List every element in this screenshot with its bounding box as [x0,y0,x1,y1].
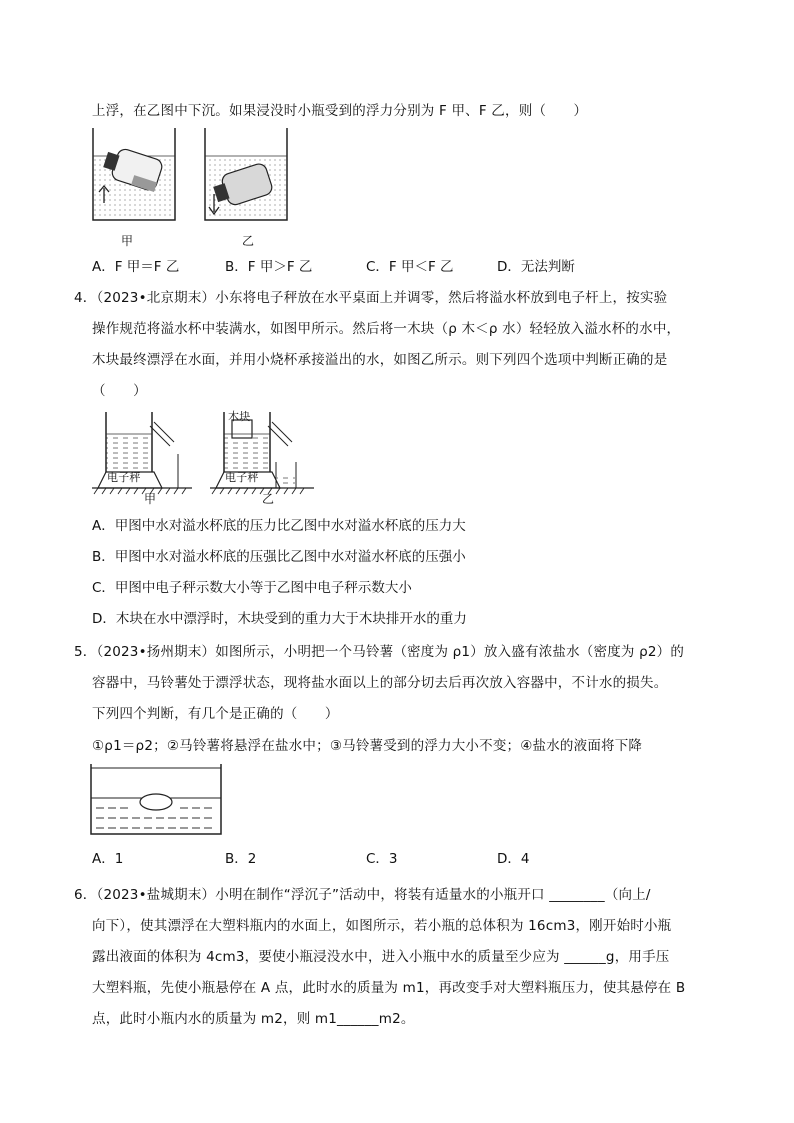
q4-option-d[interactable]: D．木块在水中漂浮时，木块受到的重力大于木块排开水的重力 [92,611,467,627]
q6-line-3: 露出液面的体积为 4cm3，要使小瓶浸没水中，进入小瓶中水的质量至少应为 ______g，用手压 [92,949,670,965]
q4-scale-label-b: 电子秤 [225,471,259,484]
q4-figure [92,406,322,506]
q3-option-a[interactable]: A．F 甲＝F 乙 [92,259,180,275]
q4-scale-label-a: 电子秤 [107,471,141,484]
q5-line-3: 下列四个判断，有几个是正确的（ ） [92,706,339,722]
q4-block-label: 木块 [228,410,251,423]
q6-line-1: 6．（2023•盐城期末）小明在制作“浮沉子”活动中，将装有适量水的小瓶开口 ________（向上/ [74,887,651,903]
q4-option-a[interactable]: A．甲图中水对溢水杯底的压力比乙图中水对溢水杯底的压力大 [92,518,466,534]
q5-line-2: 容器中，马铃薯处于漂浮状态，现将盐水面以上的部分切去后再次放入容器中，不计水的损失。 [92,675,668,691]
q4-option-c[interactable]: C．甲图中电子秤示数大小等于乙图中电子秤示数大小 [92,580,412,596]
q4-line-1: 4．（2023•北京期末）小东将电子秤放在水平桌面上并调零，然后将溢水杯放到电子杆上，按实验 [74,290,668,306]
q3-fig-label-a: 甲 [121,234,134,248]
q5-option-d[interactable]: D．4 [497,851,530,867]
q5-line-4: ①ρ1＝ρ2；②马铃薯将悬浮在盐水中；③马铃薯受到的浮力大小不变；④盐水的液面将下降 [92,738,643,754]
q3-text: 上浮，在乙图中下沉。如果浸没时小瓶受到的浮力分别为 F 甲、F 乙，则（ ） [92,103,588,119]
beaker-a [93,128,175,220]
q4-fig-label-b: 乙 [262,492,275,506]
q5-option-a[interactable]: A．1 [92,851,124,867]
q6-line-2: 向下），使其漂浮在大塑料瓶内的水面上，如图所示，若小瓶的总体积为 16cm3，刚开始时小瓶 [92,918,672,934]
q6-line-4: 大塑料瓶，先使小瓶悬停在 A 点，此时水的质量为 m1，再改变手对大塑料瓶压力，使其悬停在 B [92,980,686,996]
q4-line-3: 木块最终漂浮在水面，并用小烧杯承接溢出的水，如图乙所示。则下列四个选项中判断正确的是 [92,352,668,368]
q5-line-1: 5．（2023•扬州期末）如图所示，小明把一个马铃薯（密度为 ρ1）放入盛有浓盐水（密度为 ρ2）的 [74,644,685,660]
q4-line-4: （ ） [92,383,147,399]
q5-option-c[interactable]: C．3 [366,851,398,867]
q3-option-b[interactable]: B．F 甲＞F 乙 [225,259,313,275]
q5-figure [90,764,222,836]
q3-figure [88,128,298,248]
q6-line-5: 点，此时小瓶内水的质量为 m2，则 m1______m2。 [92,1011,415,1027]
q3-option-d[interactable]: D．无法判断 [497,259,575,275]
q5-option-b[interactable]: B．2 [225,851,257,867]
beaker-b [205,128,287,220]
q3-option-c[interactable]: C．F 甲＜F 乙 [366,259,454,275]
q4-line-2: 操作规范将溢水杯中装满水，如图甲所示。然后将一木块（ρ 木＜ρ 水）轻轻放入溢水杯的水中， [92,321,681,337]
q4-option-b[interactable]: B．甲图中水对溢水杯底的压强比乙图中水对溢水杯底的压强小 [92,549,466,565]
q3-fig-label-b: 乙 [242,234,255,248]
q4-fig-label-a: 甲 [144,492,157,506]
